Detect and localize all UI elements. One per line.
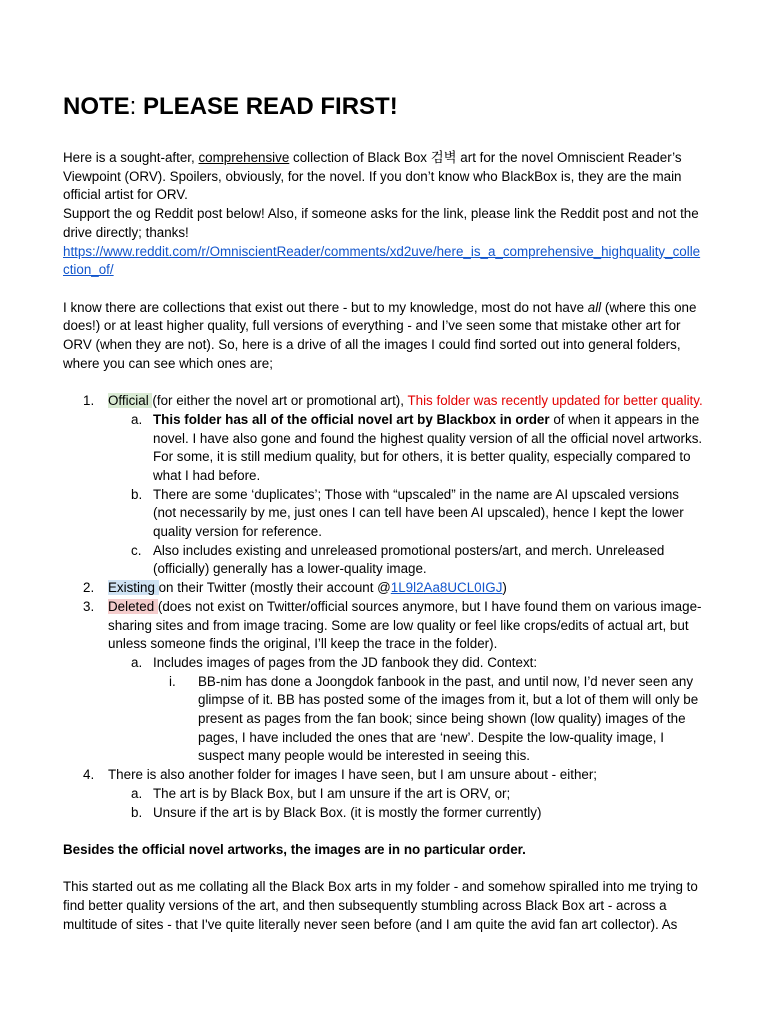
list-marker: 2. bbox=[83, 580, 95, 596]
list-subitem-unsure-a bbox=[63, 785, 703, 804]
list-subitem-official-b bbox=[63, 486, 703, 542]
intro-text-1: Here is a sought-after, bbox=[63, 150, 199, 165]
deleted-text: (does not exist on Twitter/official sources anymore, but I have found them on various image-sharing sites and from image tracing. Some are low quality or feel like crops/edits of actual art, but unless someone finds the original, I’ll keep the trace in the folder). bbox=[108, 598, 702, 652]
title-colon: : bbox=[129, 93, 137, 120]
list-subitem-deleted-a-i bbox=[63, 673, 703, 767]
page-title bbox=[63, 92, 703, 122]
intro-text-2: collection of Black Box 검벽 art for the novel Omniscient Reader’s Viewpoint (ORV). Spoilers, obviously, for the novel. If you don’t know who BlackBox is, they are the main official artist for ORV. bbox=[63, 150, 682, 203]
official-a-bold: This folder has all of the official novel art by Blackbox in order bbox=[153, 411, 550, 427]
existing-highlight: Existing bbox=[108, 580, 159, 596]
collection-paragraph bbox=[63, 299, 703, 374]
title-prefix: NOTE bbox=[63, 93, 130, 120]
intro-underlined-word: comprehensive bbox=[198, 150, 290, 165]
deleted-highlight: Deleted bbox=[108, 598, 158, 614]
para2-emphasis: all bbox=[587, 299, 602, 315]
document-page bbox=[63, 92, 703, 934]
intro-paragraph bbox=[63, 149, 703, 280]
list-subitem-official-c bbox=[63, 542, 703, 579]
folder-list bbox=[63, 392, 703, 822]
para2-text-2: (where this one does!) or at least higher quality, full versions of everything - and I’ve seen some that mistake other art for ORV (when they are not). So, here is a drive of all the images I could find sorted out into general folders, where you can see which ones are; bbox=[63, 299, 697, 371]
deleted-i-text: BB-nim has done a Joongdok fanbook in the past, and until now, I’d never seen any glimpse of it. BB has posted some of the images from it, but a lot of them will only be present as pages from the fan book; since being shown (low quality) images of the pages, I have included the ones that are ‘new’. Despite the low-quality image, I suspect many people would be interested in seeing this. bbox=[198, 673, 699, 764]
list-item-deleted bbox=[63, 598, 703, 654]
list-item-official bbox=[63, 392, 703, 411]
list-marker: 3. bbox=[83, 598, 95, 614]
list-item-unsure bbox=[63, 766, 703, 785]
official-b-text: There are some ‘duplicates’; Those with “upscaled” in the name are AI upscaled versions (not necessarily by me, just ones I can tell have been AI upscaled), hence I kept the lower quality version for reference. bbox=[153, 486, 684, 540]
list-marker: a. bbox=[131, 785, 143, 801]
existing-text-end: ) bbox=[502, 580, 507, 596]
unsure-text: There is also another folder for images I have seen, but I am unsure about - either; bbox=[108, 767, 598, 783]
official-c-text: Also includes existing and unreleased promotional posters/art, and merch. Unreleased (officially) generally has a lower-quality image. bbox=[153, 542, 665, 577]
support-text: Support the og Reddit post below! Also, if someone asks for the link, please link the Reddit post and not the drive directly; thanks! bbox=[63, 206, 699, 240]
list-subitem-unsure-b bbox=[63, 804, 703, 823]
title-rest: PLEASE READ FIRST! bbox=[136, 93, 398, 120]
list-marker: 4. bbox=[83, 767, 95, 783]
list-item-existing bbox=[63, 579, 703, 598]
list-marker: c. bbox=[131, 542, 142, 558]
para2-text-1: I know there are collections that exist out there - but to my knowledge, most do not have bbox=[63, 299, 588, 315]
official-update-note: This folder was recently updated for better quality. bbox=[407, 393, 703, 409]
list-marker: a. bbox=[131, 411, 143, 427]
official-a-text: of when it appears in the novel. I have also gone and found the highest quality version of all the official novel artworks. For some, it is still medium quality, but for others, it is better quality, especially compared to what I had before. bbox=[153, 411, 703, 483]
list-marker: 1. bbox=[83, 393, 95, 409]
deleted-a-text: Includes images of pages from the JD fanbook they did. Context: bbox=[153, 654, 538, 670]
list-subitem-deleted-a bbox=[63, 654, 703, 673]
twitter-account-link[interactable]: 1L9l2Aa8UCL0IGJ bbox=[390, 580, 503, 596]
list-marker: b. bbox=[131, 486, 143, 502]
unsure-a-text: The art is by Black Box, but I am unsure if the art is ORV, or; bbox=[153, 785, 511, 801]
list-marker: b. bbox=[131, 804, 143, 820]
closing-paragraph: This started out as me collating all the Black Box arts in my folder - and somehow spiralled into me trying to find better quality versions of the art, and then subsequently stumbling across Black Box art - across a multitude of sites - that I've quite literally never seen before (and I am quite the avid fan art collector). As bbox=[63, 879, 698, 932]
reddit-link[interactable]: https://www.reddit.com/r/OmniscientReader/comments/xd2uve/here_is_a_comprehensive_highquality_collection_of/ bbox=[63, 243, 701, 278]
unsure-b-text: Unsure if the art is by Black Box. (it is mostly the former currently) bbox=[153, 804, 542, 820]
list-marker: i. bbox=[169, 673, 176, 689]
list-marker: a. bbox=[131, 654, 143, 670]
official-text: (for either the novel art or promotional art), bbox=[152, 393, 408, 409]
existing-text: on their Twitter (mostly their account @ bbox=[158, 580, 391, 596]
official-highlight: Official bbox=[108, 393, 153, 409]
order-note: Besides the official novel artworks, the images are in no particular order. bbox=[63, 841, 526, 857]
list-subitem-official-a bbox=[63, 411, 703, 486]
